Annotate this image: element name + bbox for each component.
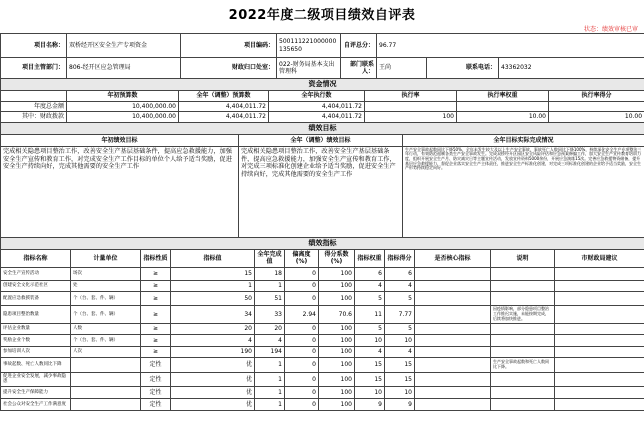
indicator-deviation: 2.94	[285, 305, 319, 323]
indicator-note	[491, 267, 555, 280]
indicator-header: 计量单位	[71, 249, 141, 267]
indicator-name: 安全生产宣传活动	[1, 267, 71, 280]
table-row	[1, 267, 644, 280]
indicator-nature: ≥	[141, 291, 171, 305]
indicator-header: 偏离度(%)	[285, 249, 319, 267]
indicator-actual: 1	[255, 386, 285, 398]
indicator-nature: ≥	[141, 305, 171, 323]
contact-label: 部门联系人：	[341, 58, 377, 79]
indicator-note	[491, 291, 555, 305]
funds-cell	[457, 101, 549, 112]
indicator-weight: 10	[355, 334, 385, 346]
indicator-actual: 1	[255, 280, 285, 291]
indicator-nature: ≥	[141, 267, 171, 280]
goals-header-initial: 年初绩效目标	[1, 134, 239, 146]
indicator-deviation: 0	[285, 280, 319, 291]
indicator-core	[415, 323, 491, 334]
indicator-header: 得分系数(%)	[319, 249, 355, 267]
funds-header: 全年执行数	[269, 90, 365, 101]
indicator-actual: 51	[255, 291, 285, 305]
indicator-suggestion	[555, 323, 644, 334]
indicator-weight: 5	[355, 291, 385, 305]
adjusted-goal-text: 完成相关隐患项目整治工作，改善安全生产基层基础条件，提高应急救援能力，加强安全生产宣传和教育工作，对完成三项标准化创建企业给予适当奖励，促进安全生产持续向好，完成其他需要的安全生产工作	[239, 146, 403, 239]
indicator-suggestion	[555, 291, 644, 305]
funds-cell: 4,404,011.72	[179, 101, 269, 112]
indicator-note	[491, 346, 555, 357]
indicator-nature: 定性	[141, 398, 171, 410]
indicator-coefficient: 100	[319, 334, 355, 346]
indicator-nature: 定性	[141, 357, 171, 372]
indicator-unit: 人次	[71, 346, 141, 357]
indicator-unit: 个（台、套、件、辆）	[71, 291, 141, 305]
funds-row-label: 其中：财政拨款	[1, 112, 67, 123]
goals-header-actual: 全年目标实际完成情况	[403, 134, 644, 146]
indicator-name: 参加培训人次	[1, 346, 71, 357]
table-row	[1, 372, 644, 386]
indicator-name: 事故起数、死亡人数同比下降	[1, 357, 71, 372]
funds-cell: 10,400,000.00	[67, 112, 179, 123]
indicator-core	[415, 280, 491, 291]
indicators-section-title: 绩效指标	[1, 238, 644, 250]
total-score: 96.77	[377, 34, 644, 58]
table-row	[1, 346, 644, 357]
project-code-label: 项目编码：	[181, 34, 277, 58]
indicator-unit	[71, 386, 141, 398]
indicator-actual: 20	[255, 323, 285, 334]
indicator-core	[415, 267, 491, 280]
funds-header-blank	[1, 90, 67, 101]
indicator-target: 15	[171, 267, 255, 280]
funds-cell: 4,404,011.72	[269, 112, 365, 123]
table-row	[1, 291, 644, 305]
funds-header: 执行率权重	[457, 90, 549, 101]
table-row	[1, 334, 644, 346]
project-name-label: 项目名称：	[1, 34, 67, 58]
indicator-coefficient: 100	[319, 398, 355, 410]
indicator-core	[415, 305, 491, 323]
finance-value: 022-财务局基本支出管理科	[277, 58, 341, 79]
indicator-score: 4	[385, 346, 415, 357]
table-row	[1, 357, 644, 372]
funds-cell	[549, 101, 644, 112]
indicator-core	[415, 386, 491, 398]
indicator-coefficient: 100	[319, 357, 355, 372]
indicator-suggestion	[555, 372, 644, 386]
funds-header: 执行率得分	[549, 90, 644, 101]
indicator-target: 34	[171, 305, 255, 323]
indicator-deviation: 0	[285, 398, 319, 410]
funds-cell: 10.00	[549, 112, 644, 123]
indicator-coefficient: 100	[319, 346, 355, 357]
phone-label: 联系电话：	[427, 58, 499, 79]
contact-value: 王尚	[377, 58, 427, 79]
indicator-nature: 定性	[141, 386, 171, 398]
indicator-score: 9	[385, 398, 415, 410]
finance-label: 财政归口处室：	[181, 58, 277, 79]
indicator-target: 50	[171, 291, 255, 305]
indicator-unit	[71, 398, 141, 410]
indicator-note	[491, 398, 555, 410]
indicator-unit	[71, 357, 141, 372]
indicator-coefficient: 100	[319, 386, 355, 398]
indicator-actual: 194	[255, 346, 285, 357]
goals-header-adjusted: 全年（调整）绩效目标	[239, 134, 403, 146]
indicator-actual: 1	[255, 398, 285, 410]
indicator-note	[491, 280, 555, 291]
indicator-nature: ≥	[141, 280, 171, 291]
indicator-target: 优	[171, 372, 255, 386]
indicator-core	[415, 291, 491, 305]
indicator-note: 因疫情影响，部分隐患项目整治工作推迟实施，未能按期完成，后续将加快推进。	[491, 305, 555, 323]
indicator-core	[415, 372, 491, 386]
indicator-core	[415, 334, 491, 346]
indicator-score: 7.77	[385, 305, 415, 323]
indicator-suggestion	[555, 357, 644, 372]
indicator-header: 指标值	[171, 249, 255, 267]
status-badge: 状态：绩效审核已审	[583, 26, 638, 33]
indicator-actual: 18	[255, 267, 285, 280]
indicator-unit: 场次	[71, 267, 141, 280]
funds-cell: 10.00	[457, 112, 549, 123]
table-row	[1, 386, 644, 398]
indicator-header: 市财政局建议	[555, 249, 644, 267]
indicator-name: 创建安全文化示范社区	[1, 280, 71, 291]
indicator-name: 促进企业安全发展，减少事故隐患	[1, 372, 71, 386]
funds-cell	[365, 101, 457, 112]
funds-cell: 100	[365, 112, 457, 123]
indicator-core	[415, 357, 491, 372]
indicator-header: 全年完成值	[255, 249, 285, 267]
indicator-suggestion	[555, 346, 644, 357]
indicator-score: 10	[385, 386, 415, 398]
indicator-name: 社会公众对安全生产工作满意度	[1, 398, 71, 410]
indicator-weight: 10	[355, 386, 385, 398]
indicator-weight: 6	[355, 267, 385, 280]
indicator-suggestion	[555, 386, 644, 398]
funds-header: 年初预算数	[67, 90, 179, 101]
indicator-name: 奖励企业个数	[1, 334, 71, 346]
table-row	[1, 398, 644, 410]
indicator-deviation: 0	[285, 357, 319, 372]
indicator-score: 5	[385, 323, 415, 334]
indicator-coefficient: 100	[319, 291, 355, 305]
indicator-deviation: 0	[285, 291, 319, 305]
indicator-target: 4	[171, 334, 255, 346]
indicator-name: 配置应急救援装备	[1, 291, 71, 305]
indicator-actual: 1	[255, 372, 285, 386]
indicator-suggestion	[555, 398, 644, 410]
indicator-name: 评估企业数量	[1, 323, 71, 334]
indicator-deviation: 0	[285, 372, 319, 386]
table-row	[1, 280, 644, 291]
table-row	[1, 305, 644, 323]
project-code: 500111221000000135650	[277, 34, 341, 58]
indicator-weight: 4	[355, 280, 385, 291]
indicator-coefficient: 70.6	[319, 305, 355, 323]
indicator-note	[491, 334, 555, 346]
indicator-coefficient: 100	[319, 267, 355, 280]
indicator-note	[491, 323, 555, 334]
indicator-unit: 处	[71, 280, 141, 291]
indicator-deviation: 0	[285, 267, 319, 280]
funds-cell: 4,404,011.72	[269, 101, 365, 112]
indicator-suggestion	[555, 280, 644, 291]
funds-section-title: 资金情况	[1, 79, 644, 91]
indicator-unit: 人数	[71, 323, 141, 334]
indicator-header: 指标权重	[355, 249, 385, 267]
indicator-header: 指标得分	[385, 249, 415, 267]
indicators-table	[0, 237, 644, 411]
indicator-deviation: 0	[285, 334, 319, 346]
indicator-score: 5	[385, 291, 415, 305]
indicator-target: 1	[171, 280, 255, 291]
indicator-actual: 4	[255, 334, 285, 346]
indicator-nature: ≥	[141, 334, 171, 346]
project-name: 双桥经开区安全生产专项资金	[67, 34, 181, 58]
indicator-core	[415, 398, 491, 410]
indicator-target: 优	[171, 398, 255, 410]
indicator-target: 优	[171, 357, 255, 372]
indicator-actual: 1	[255, 357, 285, 372]
indicator-coefficient: 100	[319, 372, 355, 386]
indicator-unit: 个（台、套、件、辆）	[71, 334, 141, 346]
indicator-score: 4	[385, 280, 415, 291]
goals-table	[0, 122, 644, 240]
funds-row-label: 年度总金额	[1, 101, 67, 112]
indicator-score: 15	[385, 372, 415, 386]
indicator-suggestion	[555, 334, 644, 346]
indicator-name: 隐患项目整治数量	[1, 305, 71, 323]
indicator-deviation: 0	[285, 323, 319, 334]
indicator-actual: 33	[255, 305, 285, 323]
indicator-header: 是否核心指标	[415, 249, 491, 267]
dept-label: 项目主管部门：	[1, 58, 67, 79]
funds-cell: 10,400,000.00	[67, 101, 179, 112]
indicator-weight: 11	[355, 305, 385, 323]
indicator-deviation: 0	[285, 386, 319, 398]
indicator-core	[415, 346, 491, 357]
indicator-target: 190	[171, 346, 255, 357]
page-title: 2022年度二级项目绩效自评表	[228, 8, 416, 23]
indicator-coefficient: 100	[319, 323, 355, 334]
funds-table	[0, 78, 644, 123]
indicator-coefficient: 100	[319, 280, 355, 291]
indicator-unit	[71, 372, 141, 386]
indicator-score: 10	[385, 334, 415, 346]
indicator-note	[491, 372, 555, 386]
funds-cell: 4,404,011.72	[179, 112, 269, 123]
indicator-weight: 5	[355, 323, 385, 334]
indicator-target: 优	[171, 386, 255, 398]
indicator-weight: 15	[355, 357, 385, 372]
indicator-deviation: 0	[285, 346, 319, 357]
indicator-note	[491, 386, 555, 398]
indicator-nature: ≥	[141, 346, 171, 357]
funds-header: 全年（调整）预算数	[179, 90, 269, 101]
table-row	[1, 323, 644, 334]
indicator-weight: 15	[355, 372, 385, 386]
indicator-note: 生产安全事故起数和死亡人数同比下降。	[491, 357, 555, 372]
indicator-header: 指标名称	[1, 249, 71, 267]
actual-result-text: 生产安全事故起数同比下降50%，全年未发生较大及以上生产安全事故，事故死亡人数同比下降100%，持续深化安全生产专项整治三年行动，有效防范遏制各类生产安全事故发生。完成双桥经开区园区安全风险评估和应急预案修编工作，加大安全生产宣传教育培训力度，组织开展安全生产月、防灾减灾日等主题宣传活动，发放宣传资料5000余份，开展应急演练15次。完善应急救援物资储备，提升基层应急救援能力，督促企业落实安全生产主体责任，推进安全生产标准化创建，对完成三项标准化创建的企业给予适当奖励，安全生产形势持续稳定向好。	[403, 146, 644, 239]
indicator-suggestion	[555, 305, 644, 323]
funds-header: 执行率	[365, 90, 457, 101]
indicator-nature: 定性	[141, 372, 171, 386]
indicator-suggestion	[555, 267, 644, 280]
indicator-unit: 个（台、套、件、辆）	[71, 305, 141, 323]
dept-value: 806-经开区应急管理局	[67, 58, 181, 79]
indicator-header: 说明	[491, 249, 555, 267]
info-table	[0, 33, 644, 79]
phone-value: 43362032	[499, 58, 644, 79]
initial-goal-text: 完成相关隐患项目整治工作，改善安全生产基层基础条件，提高应急救援能力，加强安全生产宣传和教育工作，对完成安全生产工作目标的单位个人给予适当奖励，促进安全生产持续向好，完成其他需要的安全生产工作	[1, 146, 239, 239]
indicator-header: 指标性质	[141, 249, 171, 267]
indicator-score: 15	[385, 357, 415, 372]
score-label: 自评总分：	[341, 34, 377, 58]
indicator-name: 提升安全生产保障能力	[1, 386, 71, 398]
indicator-score: 6	[385, 267, 415, 280]
indicator-weight: 9	[355, 398, 385, 410]
goals-section-title: 绩效目标	[1, 123, 644, 135]
indicator-weight: 4	[355, 346, 385, 357]
indicator-nature: ≥	[141, 323, 171, 334]
indicator-target: 20	[171, 323, 255, 334]
